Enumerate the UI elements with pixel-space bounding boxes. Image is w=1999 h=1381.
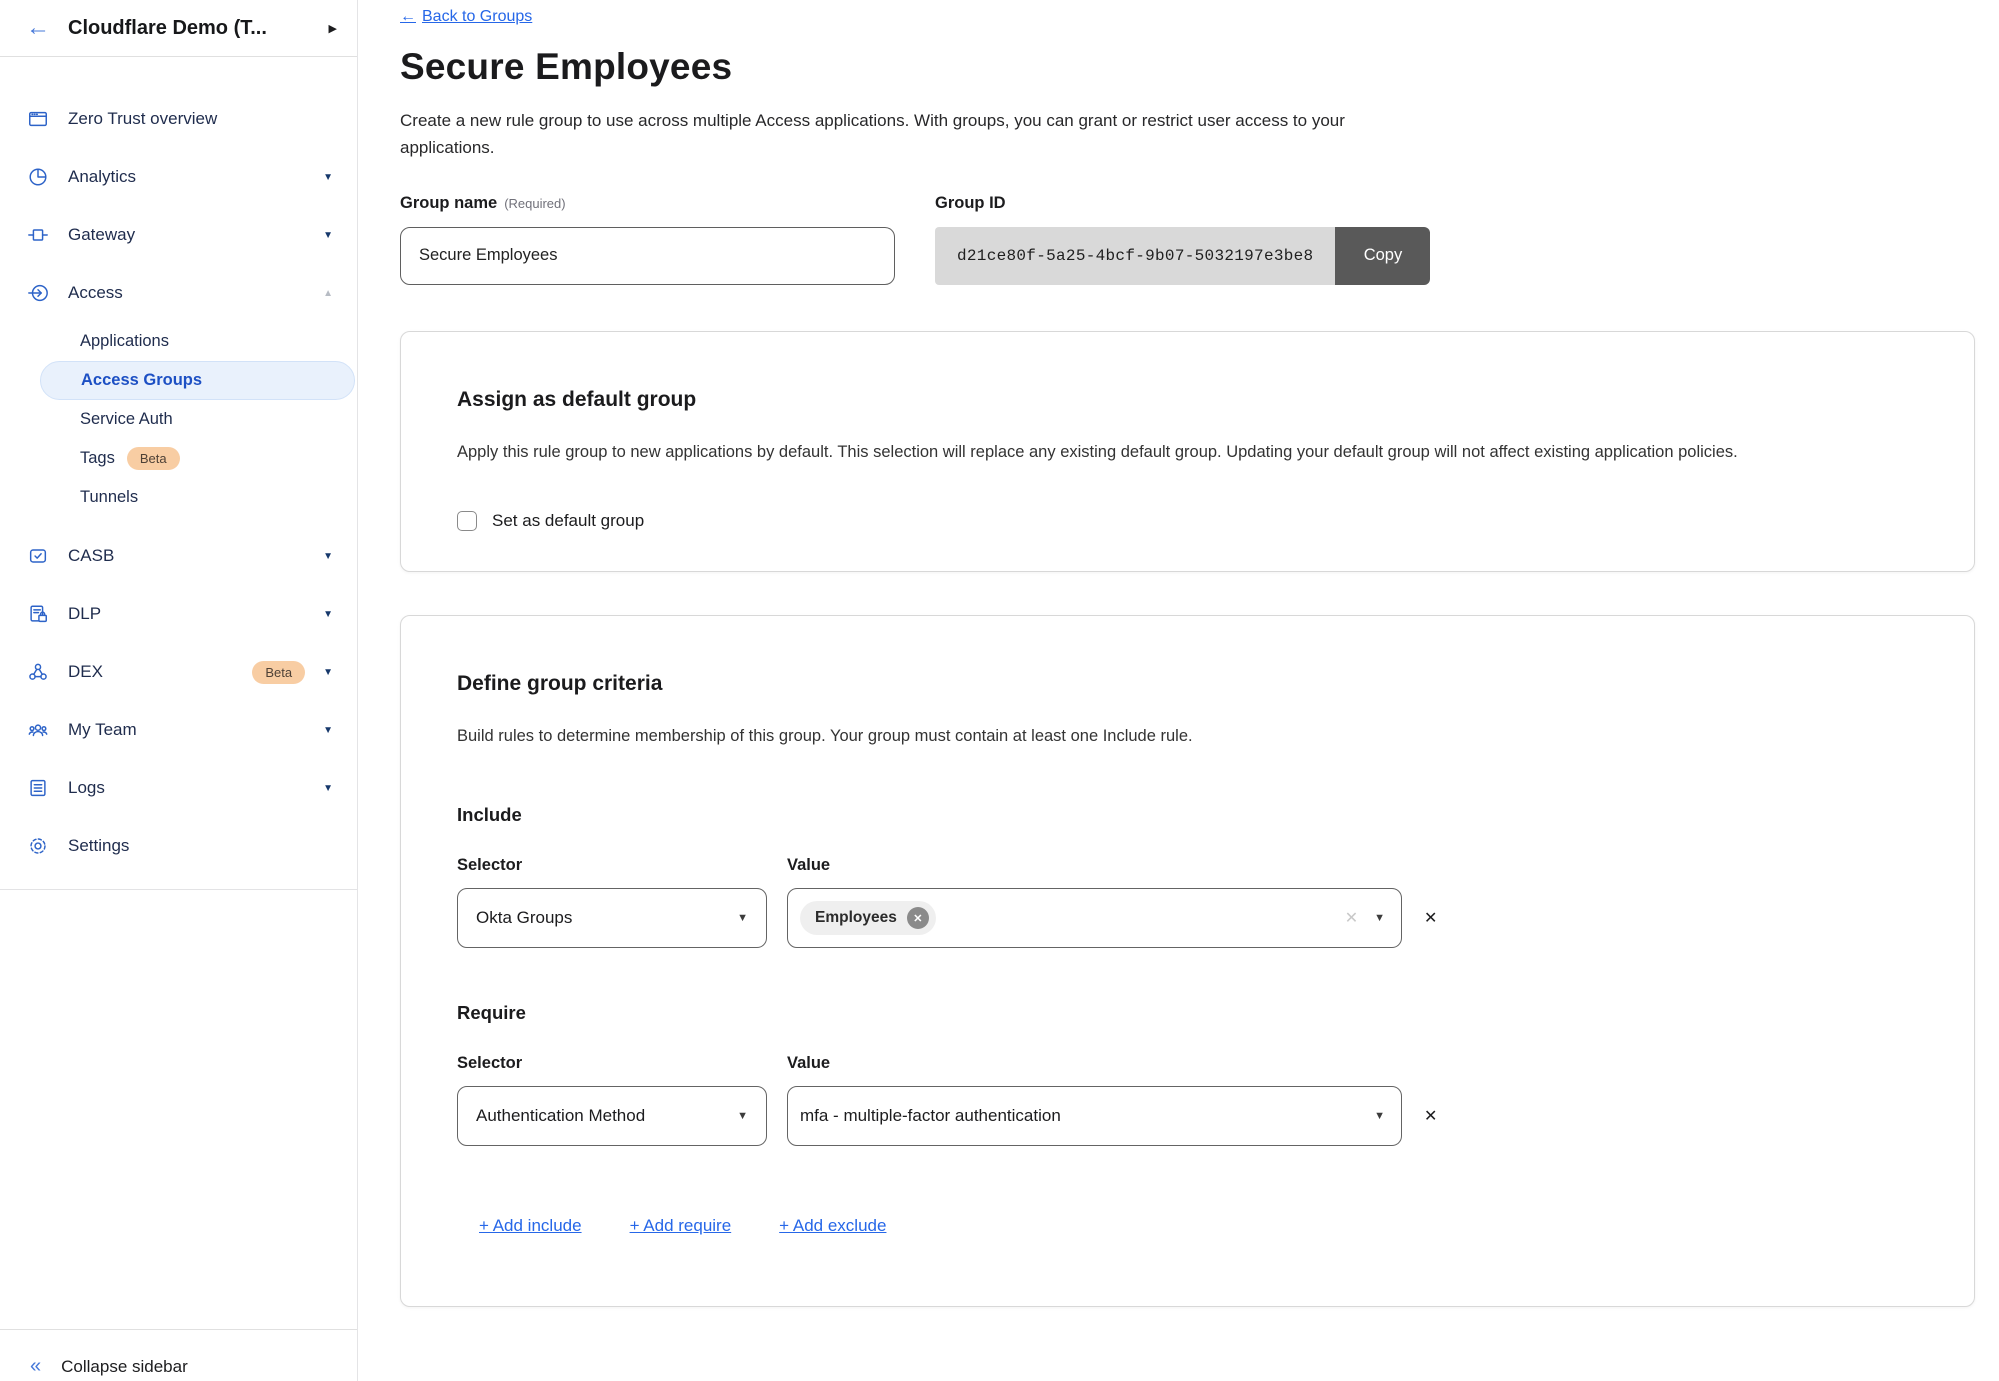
- sidebar-item-label: Settings: [68, 836, 130, 855]
- set-default-checkbox[interactable]: [457, 511, 477, 531]
- dex-network-icon: [26, 661, 50, 683]
- sidebar-item-access-groups[interactable]: [40, 361, 355, 400]
- sidebar-item-label: CASB: [68, 546, 115, 565]
- add-rule-links: [457, 1216, 1918, 1236]
- sidebar-item-service-auth[interactable]: [0, 400, 357, 439]
- remove-require-rule-button[interactable]: ✕: [1424, 1108, 1438, 1126]
- require-selector-dropdown[interactable]: [457, 1086, 767, 1146]
- page-description: Create a new rule group to use across multiple Access applications. With groups, you can grant or restrict user access to your applications.: [400, 111, 1345, 157]
- set-default-row: [457, 511, 1918, 531]
- back-arrow-icon: ←: [400, 8, 416, 25]
- require-heading: Require: [457, 1002, 526, 1024]
- chevron-down-icon: ▼: [737, 1110, 748, 1123]
- chevron-down-icon: ▼: [323, 608, 333, 620]
- sidebar-item-tags[interactable]: [0, 439, 357, 478]
- sidebar-item-dex[interactable]: [0, 643, 357, 701]
- group-name-label: Group name: [400, 193, 498, 212]
- beta-badge: Beta: [127, 447, 180, 470]
- sidebar-item-tunnels[interactable]: [0, 478, 357, 517]
- add-exclude-link[interactable]: + Add exclude: [779, 1216, 887, 1236]
- chevron-down-icon: ▼: [323, 782, 333, 794]
- default-group-description: Apply this rule group to new applications by default. This selection will replace any existing default group. Updating your default group will not affect existing application policies.: [457, 442, 1738, 461]
- collapse-sidebar-label: Collapse sidebar: [61, 1356, 188, 1376]
- require-selector-value: Authentication Method: [476, 1106, 646, 1126]
- group-name-field-block: [400, 194, 895, 285]
- logs-list-icon: [26, 777, 50, 799]
- sidebar-item-dlp[interactable]: [0, 585, 357, 643]
- sidebar-item-analytics[interactable]: [0, 148, 357, 206]
- team-people-icon: [26, 719, 50, 741]
- remove-tag-icon[interactable]: ✕: [907, 907, 929, 929]
- collapse-sidebar-button[interactable]: [0, 1329, 357, 1381]
- add-include-link[interactable]: + Add include: [479, 1216, 582, 1236]
- back-to-groups-link[interactable]: [400, 8, 532, 26]
- include-value-multiselect[interactable]: [787, 888, 1402, 948]
- sidebar: [0, 0, 358, 1381]
- page-title: Secure Employees: [400, 46, 733, 87]
- chevron-up-icon: ▲: [323, 287, 333, 299]
- sidebar-item-label: DLP: [68, 604, 102, 623]
- required-hint: (Required): [504, 195, 566, 211]
- sidebar-item-label: Tags: [80, 449, 115, 467]
- require-value-text: mfa - multiple-factor authentication: [800, 1106, 1061, 1126]
- sidebar-nav: [0, 57, 357, 890]
- group-id-block: [935, 194, 1430, 285]
- chevron-down-icon: ▼: [323, 666, 333, 678]
- value-tag-label: Employees: [815, 909, 897, 927]
- sidebar-item-label: DEX: [68, 662, 103, 681]
- sidebar-spacer: [0, 890, 357, 1329]
- account-name: Cloudflare Demo (T...: [68, 16, 267, 39]
- criteria-title: Define group criteria: [457, 671, 663, 695]
- sidebar-item-casb[interactable]: [0, 527, 357, 585]
- beta-badge: Beta: [252, 661, 305, 684]
- sidebar-item-zero-trust-overview[interactable]: [0, 90, 357, 148]
- access-login-icon: [26, 282, 50, 304]
- copy-button[interactable]: Copy: [1335, 227, 1430, 285]
- include-selector-value: Okta Groups: [476, 908, 573, 928]
- require-value-label: Value: [787, 1054, 831, 1073]
- sidebar-item-label: Tunnels: [80, 488, 139, 506]
- sidebar-item-label: Access Groups: [81, 371, 203, 389]
- require-rule-row: [457, 1086, 1918, 1146]
- group-name-input[interactable]: [400, 227, 895, 285]
- sidebar-item-label: My Team: [68, 720, 137, 739]
- sidebar-item-label: Zero Trust overview: [68, 109, 218, 128]
- sidebar-item-applications[interactable]: [0, 322, 357, 361]
- chevron-down-icon: ▼: [323, 171, 333, 183]
- include-heading: Include: [457, 804, 522, 826]
- back-arrow-icon: ←: [26, 14, 50, 41]
- criteria-description: Build rules to determine membership of this group. Your group must contain at least one Include rule.: [457, 726, 1193, 745]
- sidebar-item-label: Analytics: [68, 167, 137, 186]
- include-selector-dropdown[interactable]: [457, 888, 767, 948]
- default-group-title: Assign as default group: [457, 387, 697, 411]
- require-selector-label: Selector: [457, 1054, 523, 1073]
- chevron-down-icon: ▼: [323, 229, 333, 241]
- set-default-label: Set as default group: [492, 510, 645, 530]
- group-id-wrap: [935, 227, 1430, 285]
- sidebar-item-label: Gateway: [68, 225, 136, 244]
- sidebar-item-logs[interactable]: [0, 759, 357, 817]
- gateway-icon: [26, 224, 50, 246]
- chevron-down-icon: ▼: [323, 550, 333, 562]
- include-selector-label: Selector: [457, 856, 523, 875]
- sidebar-item-access[interactable]: [0, 264, 357, 322]
- account-switcher[interactable]: [0, 0, 357, 57]
- sidebar-item-label: Applications: [80, 332, 169, 350]
- chevron-right-icon: ▶: [328, 22, 337, 35]
- group-form-row: [400, 194, 1975, 285]
- sidebar-item-my-team[interactable]: [0, 701, 357, 759]
- pie-chart-icon: [26, 166, 50, 188]
- include-value-label: Value: [787, 856, 831, 875]
- gear-icon: [26, 835, 50, 857]
- casb-icon: [26, 545, 50, 567]
- chevron-down-icon: ▼: [1374, 1110, 1385, 1123]
- sidebar-item-label: Access: [68, 283, 123, 302]
- clear-values-icon[interactable]: ✕: [1344, 910, 1359, 928]
- include-labels-row: [457, 856, 1918, 875]
- dlp-document-lock-icon: [26, 603, 50, 625]
- chevron-down-icon: ▼: [323, 724, 333, 736]
- criteria-card: [400, 615, 1975, 1308]
- sidebar-item-gateway[interactable]: [0, 206, 357, 264]
- chevron-down-icon: ▼: [737, 912, 748, 925]
- main-content: [358, 0, 1999, 1381]
- sidebar-item-label: Logs: [68, 778, 105, 797]
- require-value-dropdown[interactable]: [787, 1086, 1402, 1146]
- chevron-down-icon: ▼: [1374, 912, 1385, 925]
- require-labels-row: [457, 1054, 1918, 1073]
- window-icon: [26, 108, 50, 130]
- sidebar-item-label: Service Auth: [80, 410, 173, 428]
- group-id-value: d21ce80f-5a25-4bcf-9b07-5032197e3be8: [935, 227, 1335, 285]
- add-require-link[interactable]: + Add require: [629, 1216, 732, 1236]
- remove-include-rule-button[interactable]: ✕: [1424, 910, 1438, 928]
- collapse-chevrons-icon: «: [30, 1355, 42, 1377]
- sidebar-item-settings[interactable]: [0, 817, 357, 875]
- group-id-label: Group ID: [935, 193, 1006, 212]
- value-tag: [800, 901, 936, 935]
- include-rule-row: [457, 888, 1918, 948]
- back-link-label: Back to Groups: [422, 8, 533, 25]
- default-group-card: [400, 331, 1975, 572]
